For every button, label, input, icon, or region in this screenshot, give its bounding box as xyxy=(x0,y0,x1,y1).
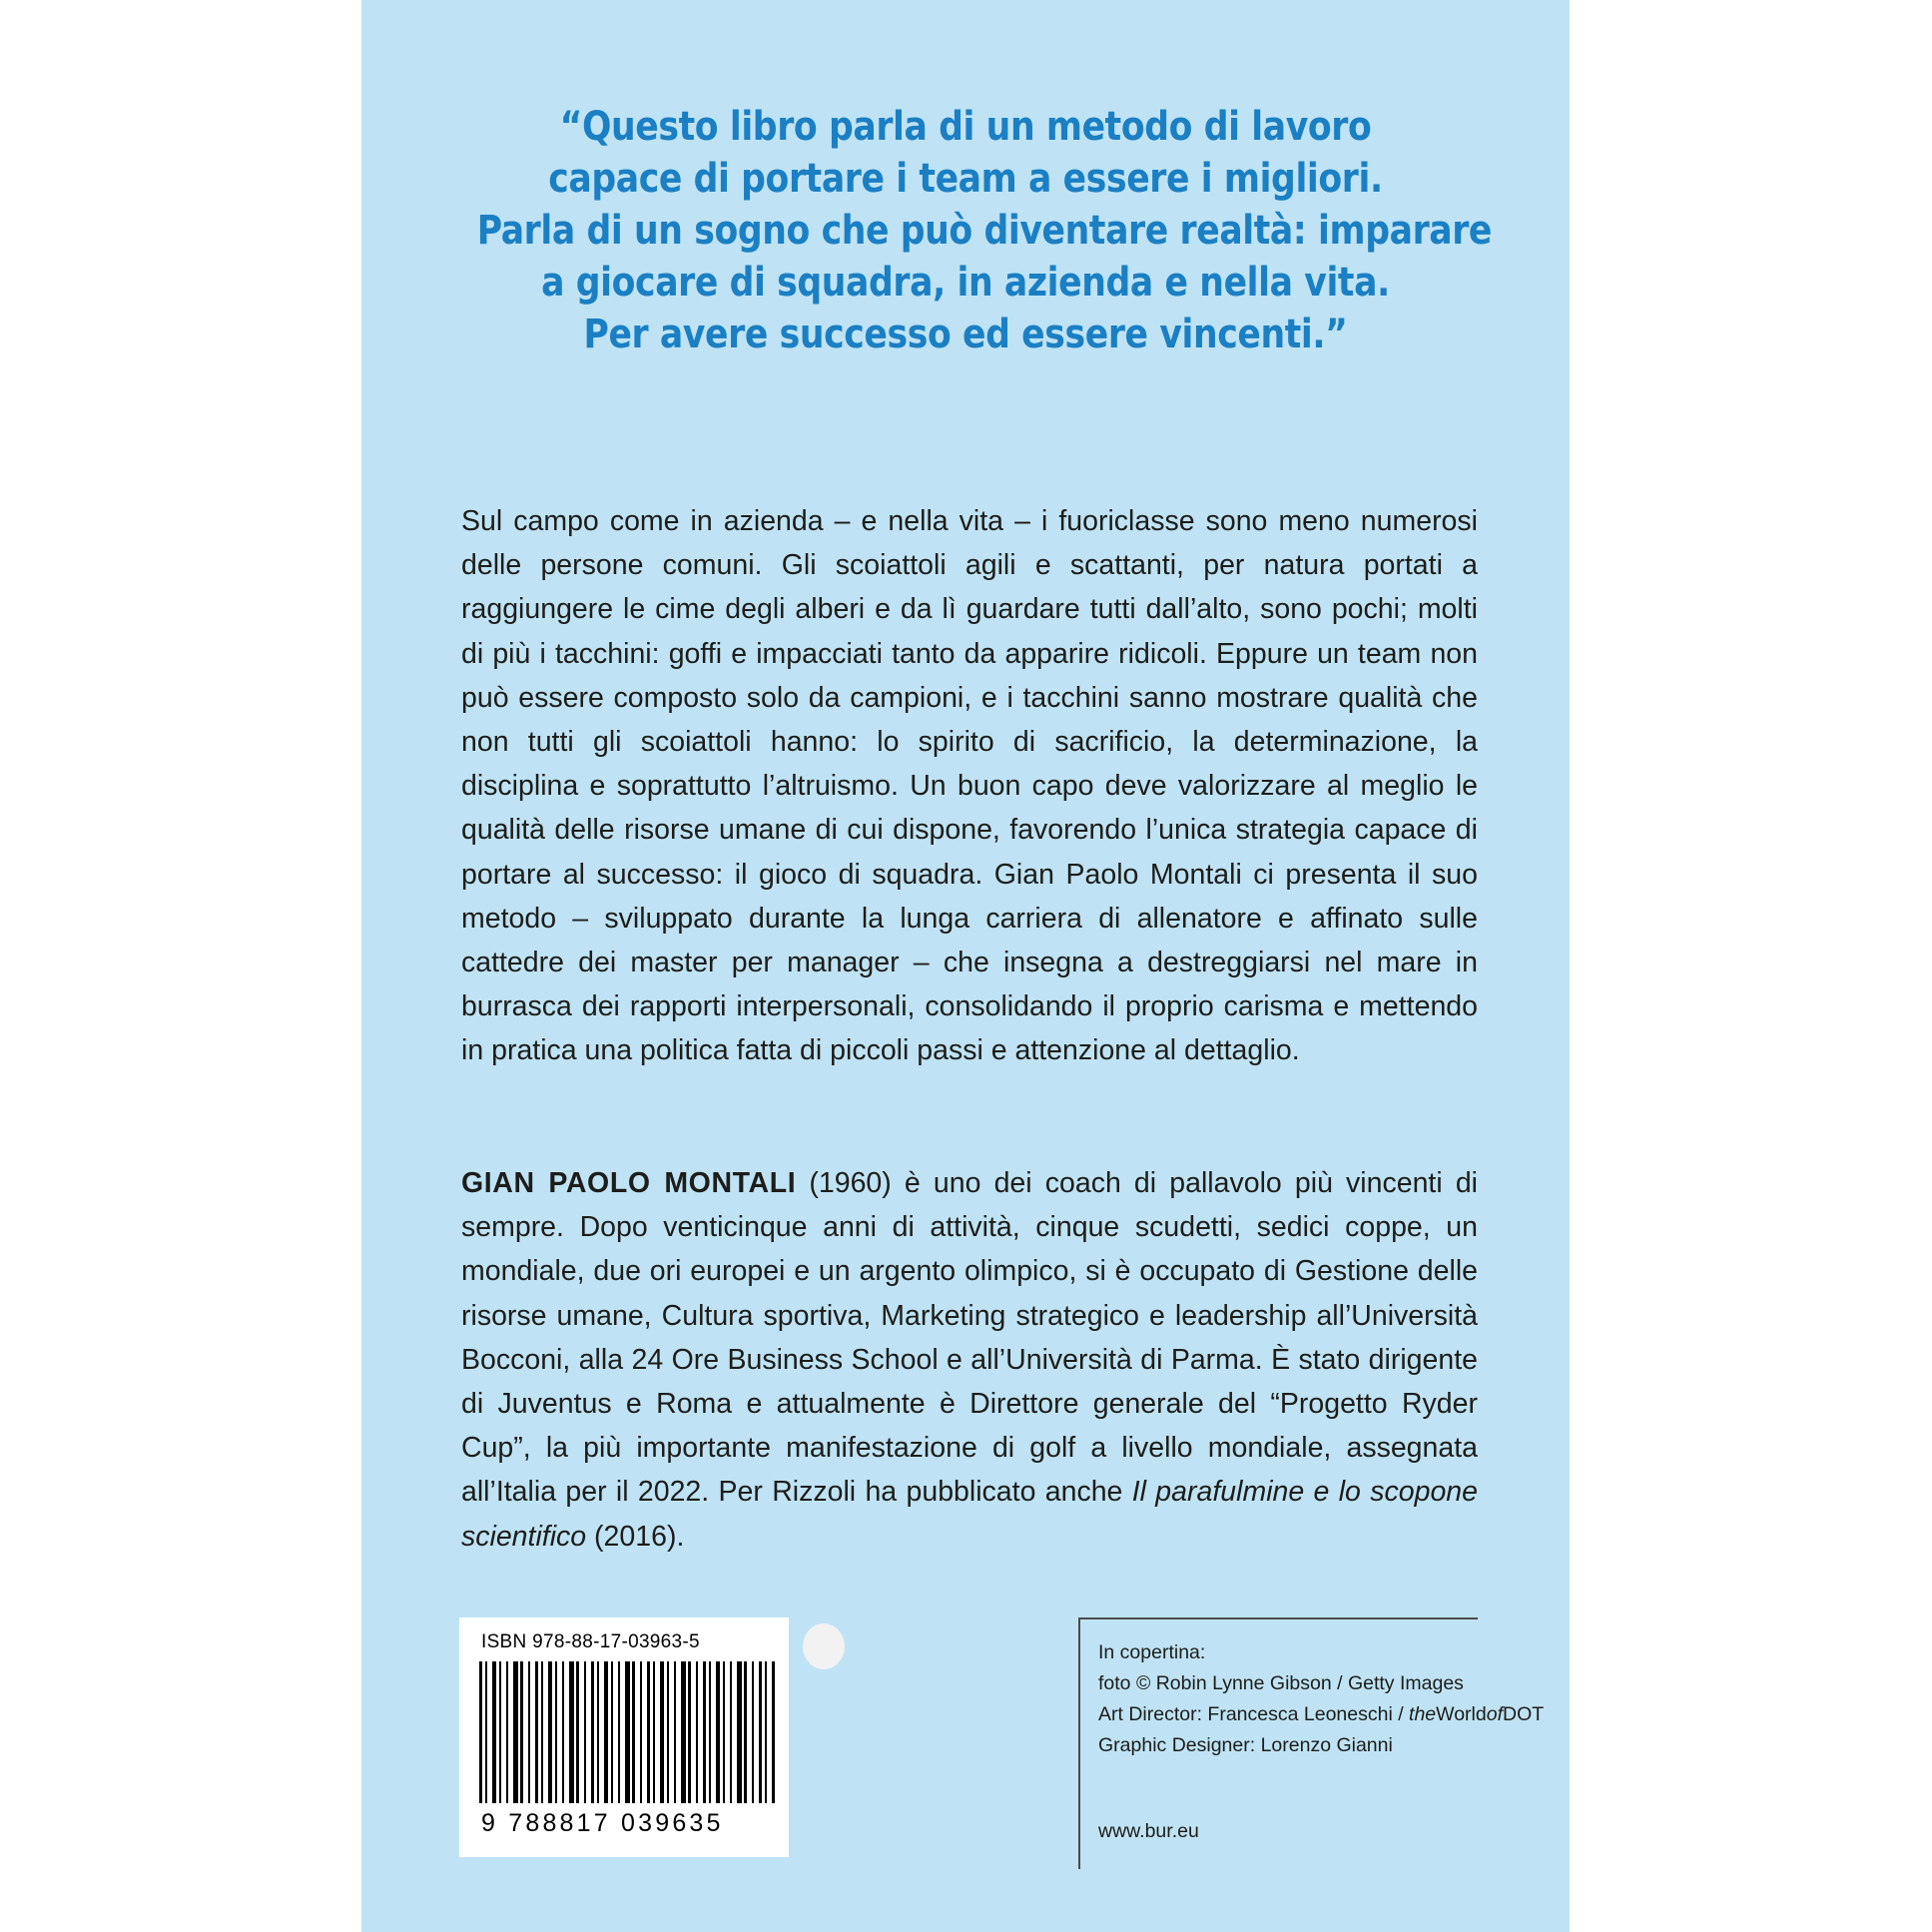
decorative-dot-icon xyxy=(803,1623,845,1669)
barcode-digits: 9 788817 039635 xyxy=(481,1809,724,1837)
book-back-cover xyxy=(361,0,1570,1932)
publisher-website[interactable]: www.bur.eu xyxy=(1098,1820,1199,1842)
isbn-label: ISBN 978-88-17-03963-5 xyxy=(481,1631,700,1652)
book-blurb: Sul campo come in azienda – e nella vita – i fuoriclasse sono meno numerosi delle persone comuni. Gli scoiattoli agili e scattanti, per natura portati a raggiungere le cime degli alberi e da lì guardare tutti dall’alto, sono pochi; molti di più i tacchini: goffi e impacciati tanto da apparire ridicoli. Eppure un team non può essere composto solo da campioni, e i tacchini sanno mostrare qualità che non tutti gli scoiattoli hanno: lo spirito di sacrificio, la determinazione, la disciplina e soprattutto l’altruismo. Un buon capo deve valorizzare al meglio le qualità delle risorse umane di cui dispone, favorendo l’unica strategia capace di portare al successo: il gioco di squadra. Gian Paolo Montali ci presenta il suo metodo – sviluppato durante la lunga carriera di allenatore e affinato sulle cattedre dei master per manager – che insegna a destreggiarsi nel mare in burrasca dei rapporti interpersonali, consolidando il proprio carisma e mettendo in pratica una politica fatta di piccoli passi e attenzione al dettaglio. xyxy=(461,505,1478,1067)
credits-studio-the: the xyxy=(1409,1703,1437,1725)
credits-line-3 xyxy=(1098,1699,1545,1730)
quote-line-4: a giocare di squadra, in azienda e nella vita. xyxy=(541,258,1390,306)
cover-footer xyxy=(451,1617,1545,1917)
author-bio-book-title: Il parafulmine e lo scopone scientifico xyxy=(461,1476,1478,1553)
barcode-bars-icon xyxy=(479,1661,775,1803)
cover-content xyxy=(451,0,1545,1932)
credits-studio-world: World xyxy=(1436,1703,1487,1725)
quote-line-5: Per avere successo ed essere vincenti.” xyxy=(583,310,1348,357)
author-bio xyxy=(461,1161,1478,1559)
credits-studio-dot: DOT xyxy=(1503,1703,1545,1725)
quote-line-3: Parla di un sogno che può diventare realtà: imparare xyxy=(476,206,1493,254)
cover-credits xyxy=(1078,1617,1545,1869)
isbn-barcode xyxy=(459,1617,789,1857)
credits-line-4: Graphic Designer: Lorenzo Gianni xyxy=(1098,1734,1393,1756)
credits-art-director-prefix: Art Director: Francesca Leoneschi / xyxy=(1098,1703,1410,1725)
author-bio-part1: (1960) è uno dei coach di pallavolo più vincenti di sempre. Dopo venticinque anni di attività, cinque scudetti, sedici coppe, un mondiale, due ori europei e un argento olimpico, si è occupato di Gestione delle risorse umane, Cultura sportiva, Marketing strategico e leadership all’Università Bocconi, alla 24 Ore Business School e all’Università di Parma. È stato dirigente di Juventus e Roma e attualmente è Direttore generale del “Progetto Ryder Cup”, la più importante manifestazione di golf a livello mondiale, assegnata all’Italia per il 2022. Per Rizzoli ha pubblicato anche xyxy=(461,1167,1479,1509)
cover-quote xyxy=(476,100,1493,359)
author-bio-part2: (2016). xyxy=(586,1520,685,1553)
author-name: GIAN PAOLO MONTALI xyxy=(461,1167,797,1199)
credits-line-1: In copertina: xyxy=(1098,1641,1206,1663)
credits-studio-of: of xyxy=(1486,1703,1503,1725)
quote-line-1: “Questo libro parla di un metodo di lavoro xyxy=(559,102,1372,150)
credits-line-2: foto © Robin Lynne Gibson / Getty Images xyxy=(1098,1672,1464,1694)
quote-line-2: capace di portare i team a essere i migliori. xyxy=(548,154,1383,202)
